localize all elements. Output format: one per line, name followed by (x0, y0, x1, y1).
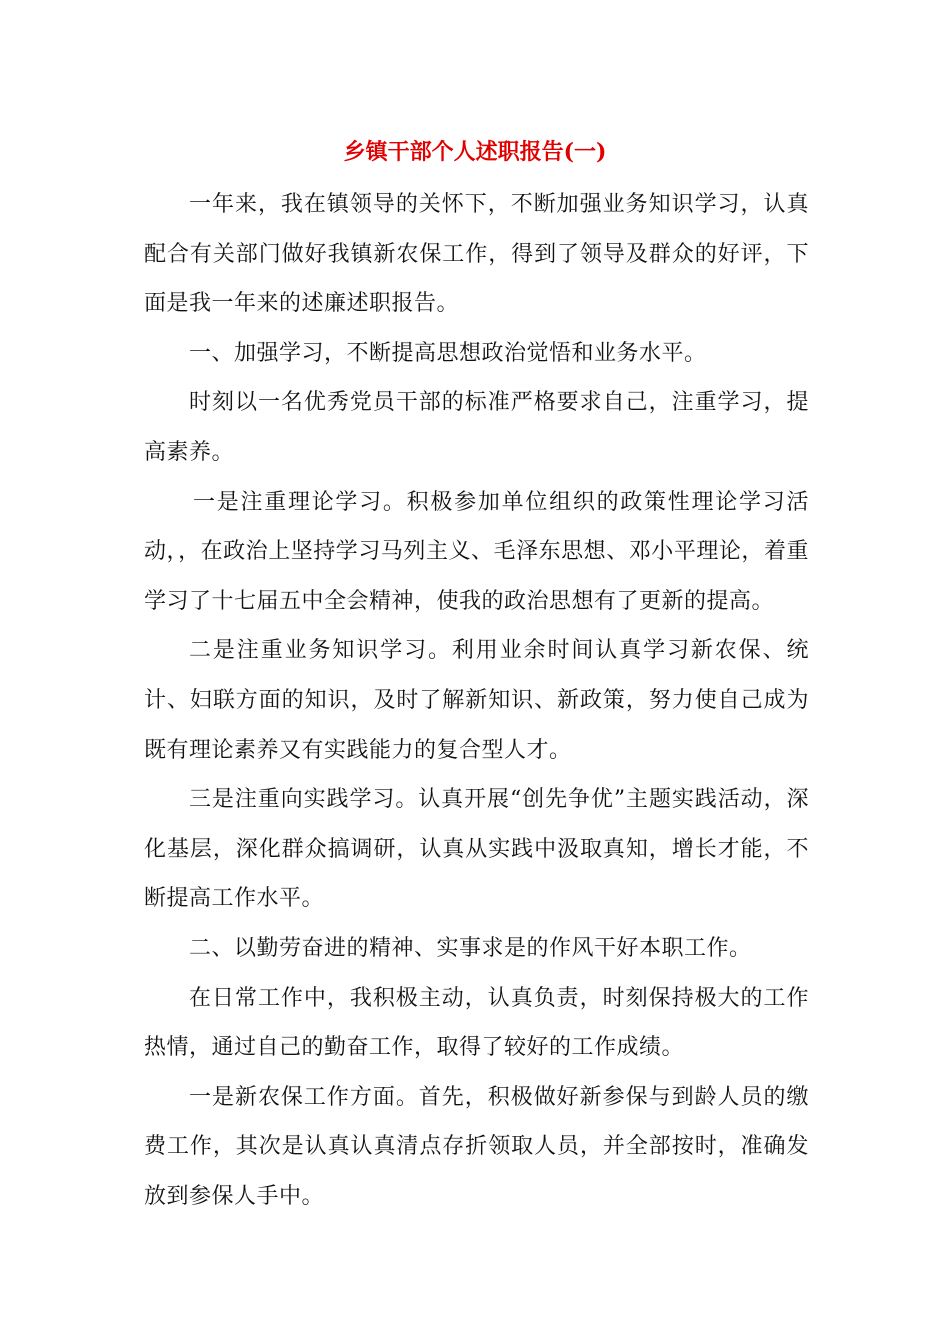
paragraph-rural-insurance: 一是新农保工作方面。首先，积极做好新参保与到龄人员的缴费工作，其次是认真认真清点存折领取人员，并全部按时，准确发放到参保人手中。 (144, 1084, 809, 1209)
paragraph-theory-study: 一是注重理论学习。积极参加单位组织的政策性理论学习活动，，在政治上坚持学习马列主义、毛泽东思想、邓小平理论，着重学习了十七届五中全会精神，使我的政治思想有了更新的提高。 (144, 489, 809, 614)
document-title: 乡镇干部个人述职报告(一) (343, 139, 607, 165)
paragraph-practice-study: 三是注重向实践学习。认真开展“创先争优”主题实践活动，深化基层，深化群众搞调研，认真从实践中汲取真知，增长才能，不断提高工作水平。 (144, 787, 809, 912)
paragraph-intro: 一年来，我在镇领导的关怀下，不断加强业务知识学习，认真配合有关部门做好我镇新农保工作，得到了领导及群众的好评，下面是我一年来的述廉述职报告。 (144, 192, 809, 317)
section-heading-1: 一、加强学习，不断提高思想政治觉悟和业务水平。 (189, 340, 707, 366)
paragraph-business-study: 二是注重业务知识学习。利用业余时间认真学习新农保、统计、妇联方面的知识，及时了解新知识、新政策，努力使自己成为既有理论素养又有实践能力的复合型人才。 (144, 638, 809, 763)
paragraph-section-2-intro: 在日常工作中，我积极主动，认真负责，时刻保持极大的工作热情，通过自己的勤奋工作，取得了较好的工作成绩。 (144, 985, 809, 1061)
document-body (144, 180, 809, 1221)
paragraph-section-1-intro: 时刻以一名优秀党员干部的标准严格要求自己，注重学习，提高素养。 (144, 390, 809, 465)
section-heading-2: 二、以勤劳奋进的精神、实事求是的作风干好本职工作。 (189, 935, 752, 961)
